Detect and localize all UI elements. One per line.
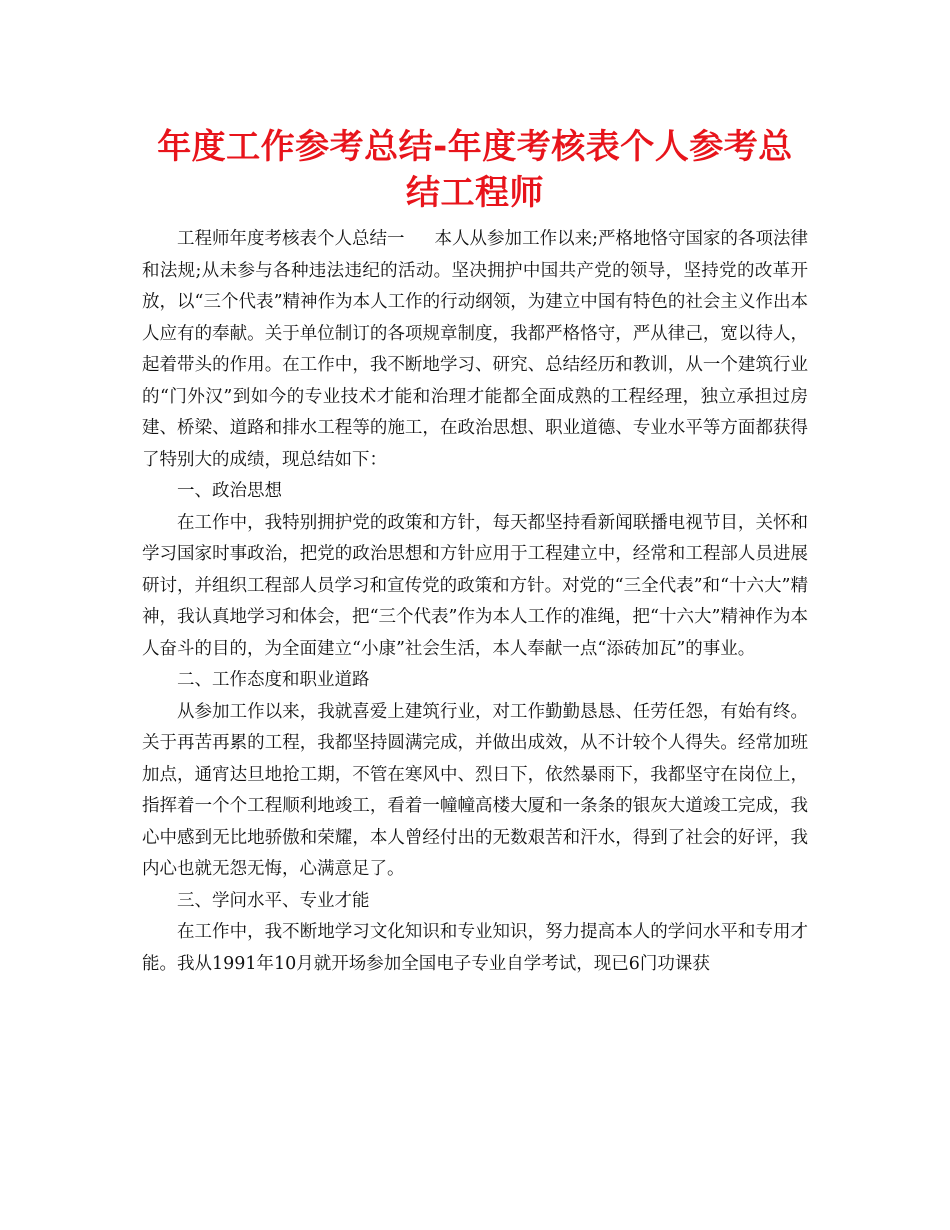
document-title: 年度工作参考总结-年度考核表个人参考总结工程师: [157, 127, 793, 213]
paragraph-attitude: 从参加工作以来，我就喜爱上建筑行业，对工作勤勤恳恳、任劳任怨，有始有终。关于再苦再累的工程，我都坚持圆满完成，并做出成效，从不计较个人得失。经常加班加点，通宵达旦地抢工期，不管在寒风中、烈日下，依然暴雨下，我都坚守在岗位上，指挥着一个个工程顺利地竣工，看着一幢幢高楼大厦和一条条的银灰大道竣工完成，我心中感到无比地骄傲和荣耀，本人曾经付出的无数艰苦和汗水，得到了社会的好评，我内心也就无怨无悔，心满意足了。: [142, 701, 808, 879]
document-body: [142, 224, 808, 980]
intro-lead: 工程师年度考核表个人总结一: [177, 229, 405, 249]
paragraph-intro: [142, 224, 808, 476]
section-heading-knowledge: 三、学问水平、专业才能: [177, 890, 370, 911]
intro-text: 本人从参加工作以来;严格地恪守国家的各项法律和法规;从未参与各种违法违纪的活动。坚决拥护中国共产党的领导，坚持党的改革开放，以“三个代表”精神作为本人工作的行动纲领，为建立中国有特色的社会主义作出本人应有的奉献。关于单位制订的各项规章制度，我都严格恪守，严从律己，宽以待人，起着带头的作用。在工作中，我不断地学习、研究、总结经历和教训，从一个建筑行业的“门外汉”到如今的专业技术才能和治理才能都全面成熟的工程经理，独立承担过房建、桥梁、道路和排水工程等的施工，在政治思想、职业道德、专业水平等方面都获得了特别大的成绩，现总结如下：: [142, 229, 809, 470]
paragraph-knowledge: 在工作中，我不断地学习文化知识和专业知识，努力提高本人的学问水平和专用才能。我从1991年10月就开场参加全国电子专业自学考试，现已6门功课获: [142, 922, 808, 974]
section-heading-attitude: 二、工作态度和职业道路: [177, 670, 370, 690]
paragraph-politics: 在工作中，我特别拥护党的政策和方针，每天都坚持看新闻联播电视节目，关怀和学习国家时事政治，把党的政治思想和方针应用于工程建立中，经常和工程部人员进展研讨，并组织工程部人员学习和宣传党的政策和方针。对党的“三全代表”和“十六大”精神，我认真地学习和体会，把“三个代表”作为本人工作的准绳，把“十六大”精神作为本人奋斗的目的，为全面建立“小康”社会生活，本人奉献一点“添砖加瓦”的事业。: [142, 512, 808, 659]
section-heading-politics: 一、政治思想: [177, 481, 282, 501]
document-page: [142, 0, 808, 980]
